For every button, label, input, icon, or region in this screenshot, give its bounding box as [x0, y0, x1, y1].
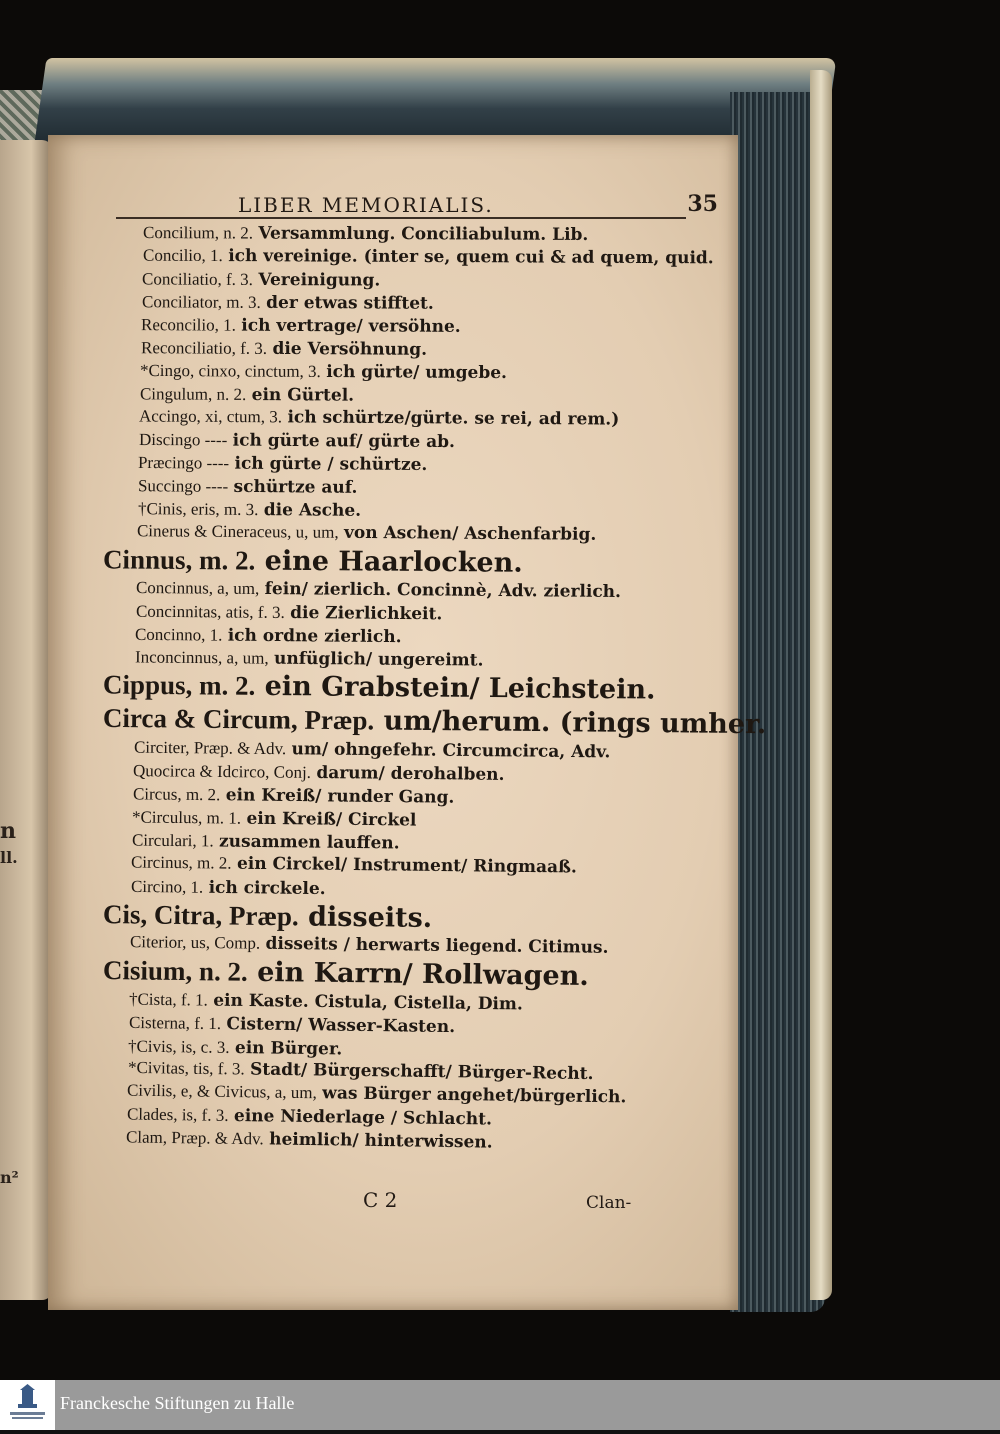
page-number: 35 — [687, 191, 718, 217]
german-gloss: disseits. — [307, 901, 433, 934]
left-page-fragment: n² — [0, 1168, 19, 1187]
german-gloss: ein Kreiß/ Circkel — [246, 808, 417, 831]
german-gloss: ein Bürger. — [234, 1037, 343, 1060]
dictionary-entry — [136, 601, 442, 626]
dictionary-entry — [103, 543, 523, 579]
german-gloss: was Bürger angehet/bürgerlich. — [322, 1083, 627, 1108]
latin-headword: Cinnus, m. 2. — [102, 544, 256, 576]
dictionary-entry — [137, 520, 597, 546]
dictionary-entry — [138, 452, 428, 476]
latin-headword: Concinno, 1. — [134, 624, 223, 645]
dictionary-entry — [129, 1012, 455, 1038]
dictionary-entry — [126, 1126, 493, 1153]
german-gloss: ein Karrn/ Rollwagen. — [257, 956, 589, 992]
institution-logo-icon — [0, 1380, 55, 1430]
dictionary-entry — [140, 383, 354, 406]
left-page-fragment: ll. — [0, 848, 18, 867]
latin-headword: Circulari, 1. — [131, 830, 214, 851]
german-gloss: die Asche. — [263, 500, 362, 521]
footer-text: Franckesche Stiftungen zu Halle — [60, 1393, 295, 1413]
latin-headword: Concinnus, a, um, — [135, 577, 260, 599]
book-cover-edge — [810, 70, 832, 1300]
dictionary-entry — [103, 954, 589, 993]
dictionary-entry — [143, 222, 588, 246]
dictionary-entry — [103, 702, 767, 741]
latin-headword: Discingo ---- — [138, 429, 228, 450]
german-gloss: ich vertrage/ versöhne. — [241, 315, 461, 337]
right-page — [48, 135, 767, 1310]
running-title: LIBER MEMORIALIS. — [238, 193, 494, 217]
dictionary-entry — [131, 876, 326, 900]
latin-headword: Circinus, m. 2. — [130, 852, 232, 873]
german-gloss: ich circkele. — [208, 877, 326, 900]
german-gloss: eine Niederlage / Schlacht. — [233, 1105, 493, 1130]
latin-headword: Quocirca & Idcirco, Conj. — [132, 761, 312, 782]
latin-headword: Clam, Præp. & Adv. — [125, 1127, 264, 1149]
latin-headword: Cisterna, f. 1. — [128, 1012, 222, 1034]
latin-headword: †Cista, f. 1. — [128, 989, 208, 1010]
dictionary-entry — [142, 291, 434, 315]
latin-headword: Conciliator, m. 3. — [141, 292, 261, 312]
catchword: Clan- — [586, 1193, 632, 1213]
latin-headword: *Circulus, m. 1. — [131, 807, 242, 828]
latin-headword: Cippus, m. 2. — [102, 669, 256, 701]
dictionary-entry — [138, 498, 361, 522]
german-gloss: ich gürte/ umgebe. — [326, 362, 508, 384]
german-gloss: Vereinigung. — [258, 269, 381, 291]
german-gloss: die Versöhnung. — [272, 338, 428, 360]
left-page — [0, 140, 52, 1300]
german-gloss: unfüglich/ ungereimt. — [273, 648, 484, 671]
dictionary-entry — [139, 405, 619, 430]
german-gloss: ich vereinige. (inter se, quem cui & ad quem, quid. — [228, 246, 714, 269]
german-gloss: ein Kaste. Cistula, Cistella, Dim. — [213, 990, 523, 1015]
dictionary-entry — [132, 830, 400, 855]
latin-headword: Cinerus & Cineraceus, u, um, — [136, 521, 339, 542]
latin-headword: Cingulum, n. 2. — [139, 384, 247, 404]
latin-headword: Succingo ---- — [137, 476, 229, 496]
german-gloss: heimlich/ hinterwissen. — [269, 1129, 493, 1153]
latin-headword: Præcingo ---- — [137, 452, 230, 473]
dictionary-entry — [132, 806, 417, 831]
dictionary-entry — [103, 668, 656, 706]
dictionary-entry — [136, 577, 621, 603]
german-gloss: fein/ zierlich. Concinnè, Adv. zierlich. — [264, 579, 622, 603]
german-gloss: Cistern/ Wasser-Kasten. — [226, 1014, 456, 1038]
dictionary-entry — [103, 898, 433, 935]
latin-headword: *Civitas, tis, f. 3. — [127, 1057, 245, 1079]
dictionary-entry — [140, 360, 507, 384]
signature-mark: C 2 — [363, 1188, 398, 1212]
german-gloss: eine Haarlocken. — [264, 545, 523, 579]
latin-headword: Concilio, 1. — [142, 245, 223, 266]
latin-headword: Cisium, n. 2. — [102, 955, 248, 987]
latin-headword: Circus, m. 2. — [132, 784, 221, 805]
german-gloss: zusammen lauffen. — [218, 831, 400, 854]
german-gloss: schürtze auf. — [233, 476, 358, 498]
dictionary-entry — [135, 646, 484, 671]
dictionary-entry — [135, 624, 402, 648]
dictionary-entry — [141, 314, 461, 338]
german-gloss: Versammlung. Conciliabulum. Lib. — [258, 223, 589, 245]
dictionary-entry — [139, 429, 455, 453]
german-gloss: ich gürte / schürtze. — [234, 453, 428, 476]
german-gloss: ein Circkel/ Instrument/ Ringmaaß. — [236, 853, 578, 878]
latin-headword: †Civis, is, c. 3. — [127, 1036, 230, 1057]
latin-headword: Reconcilio, 1. — [140, 315, 236, 335]
german-gloss: ein Kreiß/ runder Gang. — [225, 785, 455, 808]
latin-headword: Inconcinnus, a, um, — [134, 647, 269, 668]
dictionary-entry — [142, 268, 380, 291]
german-gloss: um/herum. (rings umher. — [383, 705, 767, 741]
german-gloss: ein Grabstein/ Leichstein. — [264, 670, 656, 706]
german-gloss: die Zierlichkeit. — [290, 603, 443, 625]
latin-headword: *Cingo, cinxo, cinctum, 3. — [139, 360, 321, 381]
latin-headword: Clades, is, f. 3. — [126, 1104, 229, 1125]
latin-headword: Concilium, n. 2. — [142, 223, 254, 243]
german-gloss: ich ordne zierlich. — [227, 625, 402, 648]
german-gloss: disseits / herwarts liegend. Citimus. — [265, 933, 609, 958]
dictionary-entry — [129, 989, 523, 1016]
latin-headword: Circiter, Præp. & Adv. — [133, 737, 287, 759]
latin-headword: Conciliatio, f. 3. — [141, 269, 254, 289]
german-gloss: der etwas stifftet. — [266, 292, 434, 314]
latin-headword: Reconciliatio, f. 3. — [140, 338, 268, 358]
left-page-fragment: n — [0, 818, 16, 844]
latin-headword: Cis, Citra, Præp. — [102, 899, 299, 932]
german-gloss: um/ ohngefehr. Circumcirca, Adv. — [291, 739, 611, 763]
latin-headword: Civilis, e, & Civicus, a, um, — [126, 1080, 317, 1103]
dictionary-entry — [133, 760, 505, 786]
latin-headword: Circa & Circum, Præp. — [102, 702, 375, 736]
latin-headword: †Cinis, eris, m. 3. — [137, 499, 259, 520]
latin-headword: Accingo, xi, ctum, 3. — [138, 406, 283, 427]
german-gloss: ich gürte auf/ gürte ab. — [232, 430, 456, 453]
dictionary-entry — [131, 852, 577, 879]
german-gloss: ein Gürtel. — [251, 385, 355, 406]
german-gloss: Stadt/ Bürgerschafft/ Bürger-Recht. — [249, 1059, 594, 1085]
entry-list — [48, 135, 767, 1310]
latin-headword: Circino, 1. — [130, 876, 204, 897]
dictionary-entry — [138, 475, 358, 499]
dictionary-entry — [143, 245, 714, 270]
dictionary-entry — [134, 737, 610, 764]
german-gloss: darum/ derohalben. — [316, 762, 505, 785]
dictionary-entry — [141, 337, 427, 361]
dictionary-entry — [133, 783, 455, 808]
german-gloss: von Aschen/ Aschenfarbig. — [343, 522, 597, 545]
german-gloss: ich schürtze/gürte. se rei, ad rem.) — [287, 407, 620, 430]
latin-headword: Citerior, us, Comp. — [129, 932, 261, 953]
latin-headword: Concinnitas, atis, f. 3. — [135, 601, 285, 622]
footer-bar — [0, 1380, 1000, 1430]
